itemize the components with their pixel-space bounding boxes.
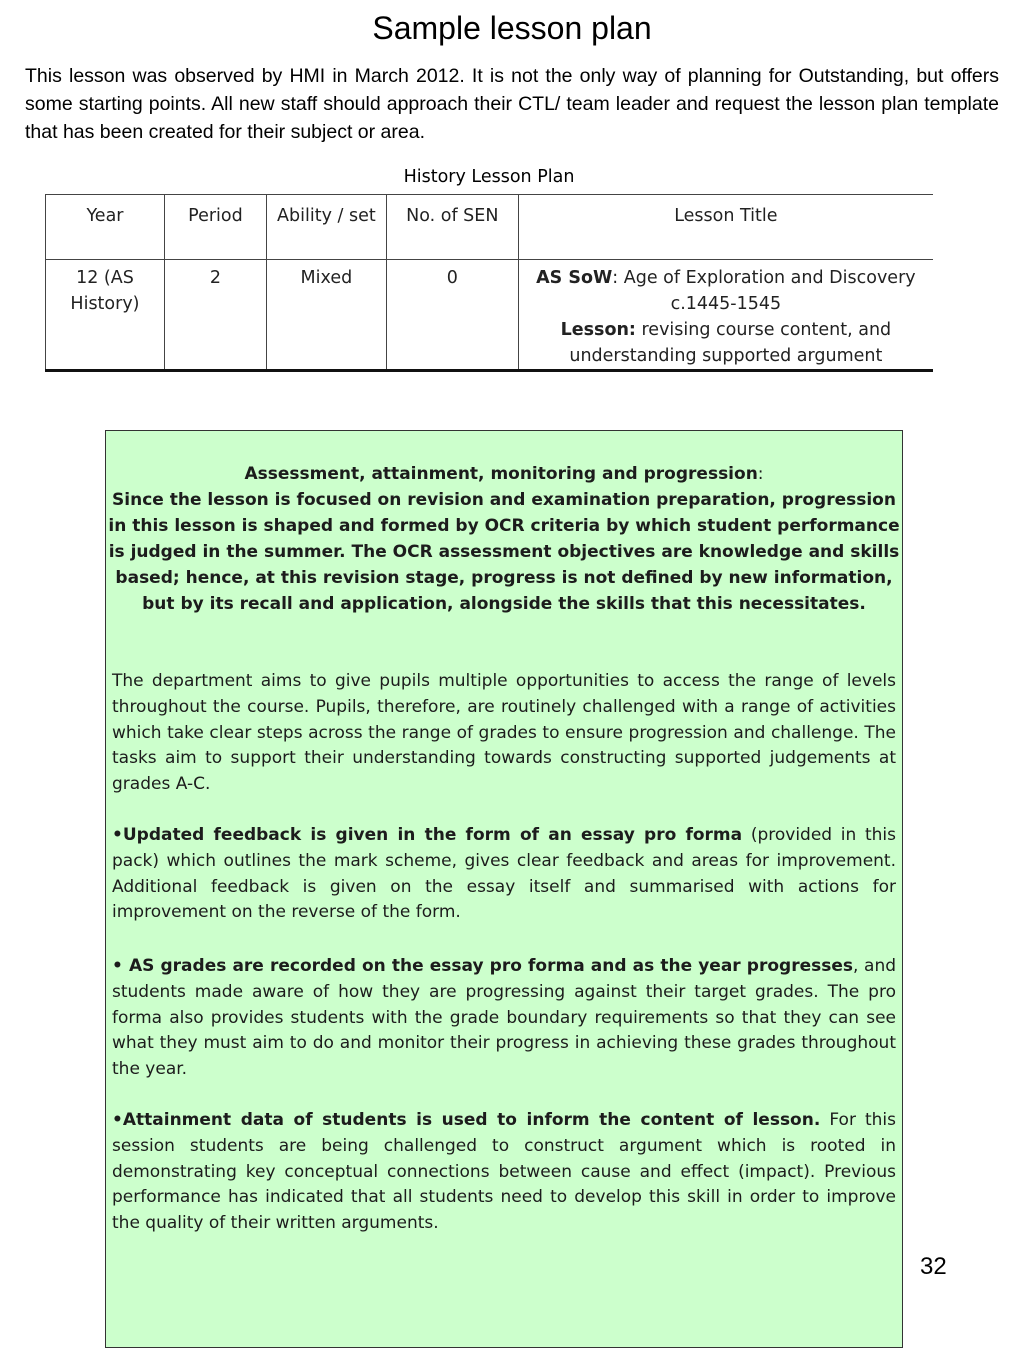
assessment-panel	[105, 430, 903, 1348]
intro-paragraph: This lesson was observed by HMI in March 2012. It is not the only way of planning for Outstanding, but offers some starting points. All new staff should approach their CTL/ team leader and request the lesson plan template that has been created for their subject or area.	[25, 65, 999, 143]
page-number: 32	[920, 1253, 947, 1280]
page-title: Sample lesson plan	[372, 10, 652, 46]
header-sen: No. of SEN	[386, 195, 518, 260]
cell-lesson-title	[518, 260, 933, 371]
assessment-summary: Since the lesson is focused on revision and examination preparation, progression in this lesson is shaped and formed by OCR criteria by which student performance is judged in the summer. The OCR assessment objectives are knowledge and skills based; hence, at this revision stage, progress is not defined by new information, but by its recall and application, alongside the skills that this necessitates.	[108, 490, 900, 614]
table-caption: History Lesson Plan	[403, 167, 575, 187]
assessment-header	[106, 461, 902, 617]
department-aims-paragraph: The department aims to give pupils multiple opportunities to access the range of levels throughout the course. Pupils, therefore, are routinely challenged with a range of activities which take clear steps across the range of grades to ensure progression and challenge. The tasks aim to support their understanding towards constructing supported judgements at grades A-C.	[112, 671, 896, 795]
lesson-text: revising course content, and understanding supported argument	[569, 320, 892, 366]
cell-sen: 0	[386, 260, 518, 371]
lesson-description	[525, 317, 927, 369]
lesson-label: Lesson:	[560, 320, 636, 340]
assessment-heading: Assessment, attainment, monitoring and progression:	[244, 464, 764, 484]
cell-period: 2	[164, 260, 266, 371]
header-ability: Ability / set	[266, 195, 386, 260]
cell-ability: Mixed	[266, 260, 386, 371]
table-row	[46, 260, 934, 371]
lesson-plan-table	[45, 194, 933, 372]
header-period: Period	[164, 195, 266, 260]
cell-year: 12 (AS History)	[46, 260, 165, 371]
attainment-point: •Attainment data of students is used to inform the content of lesson. For this session students are being challenged to construct argument which is rooted in demonstrating key conceptual connections between cause and effect (impact). Previous performance has indicated that all students need to develop this skill in order to improve the quality of their written arguments.	[112, 1110, 897, 1234]
grades-point: • AS grades are recorded on the essay pro forma and as the year progresses, and students made aware of how they are progressing against their target grades. The pro forma also provides students with the grade boundary requirements so that they can see what they must aim to do and monitor their progress in achieving these grades throughout the year.	[112, 956, 897, 1080]
scheme-of-work	[525, 265, 927, 317]
table-header-row	[46, 195, 934, 260]
sow-text: : Age of Exploration and Discovery c.1445-1545	[612, 268, 916, 314]
header-lesson-title: Lesson Title	[518, 195, 933, 260]
header-year: Year	[46, 195, 165, 260]
sow-label: AS SoW	[536, 268, 613, 288]
feedback-point: •Updated feedback is given in the form of an essay pro forma (provided in this pack) which outlines the mark scheme, gives clear feedback and areas for improvement. Additional feedback is given on the essay itself and summarised with actions for improvement on the reverse of the form.	[112, 825, 896, 923]
